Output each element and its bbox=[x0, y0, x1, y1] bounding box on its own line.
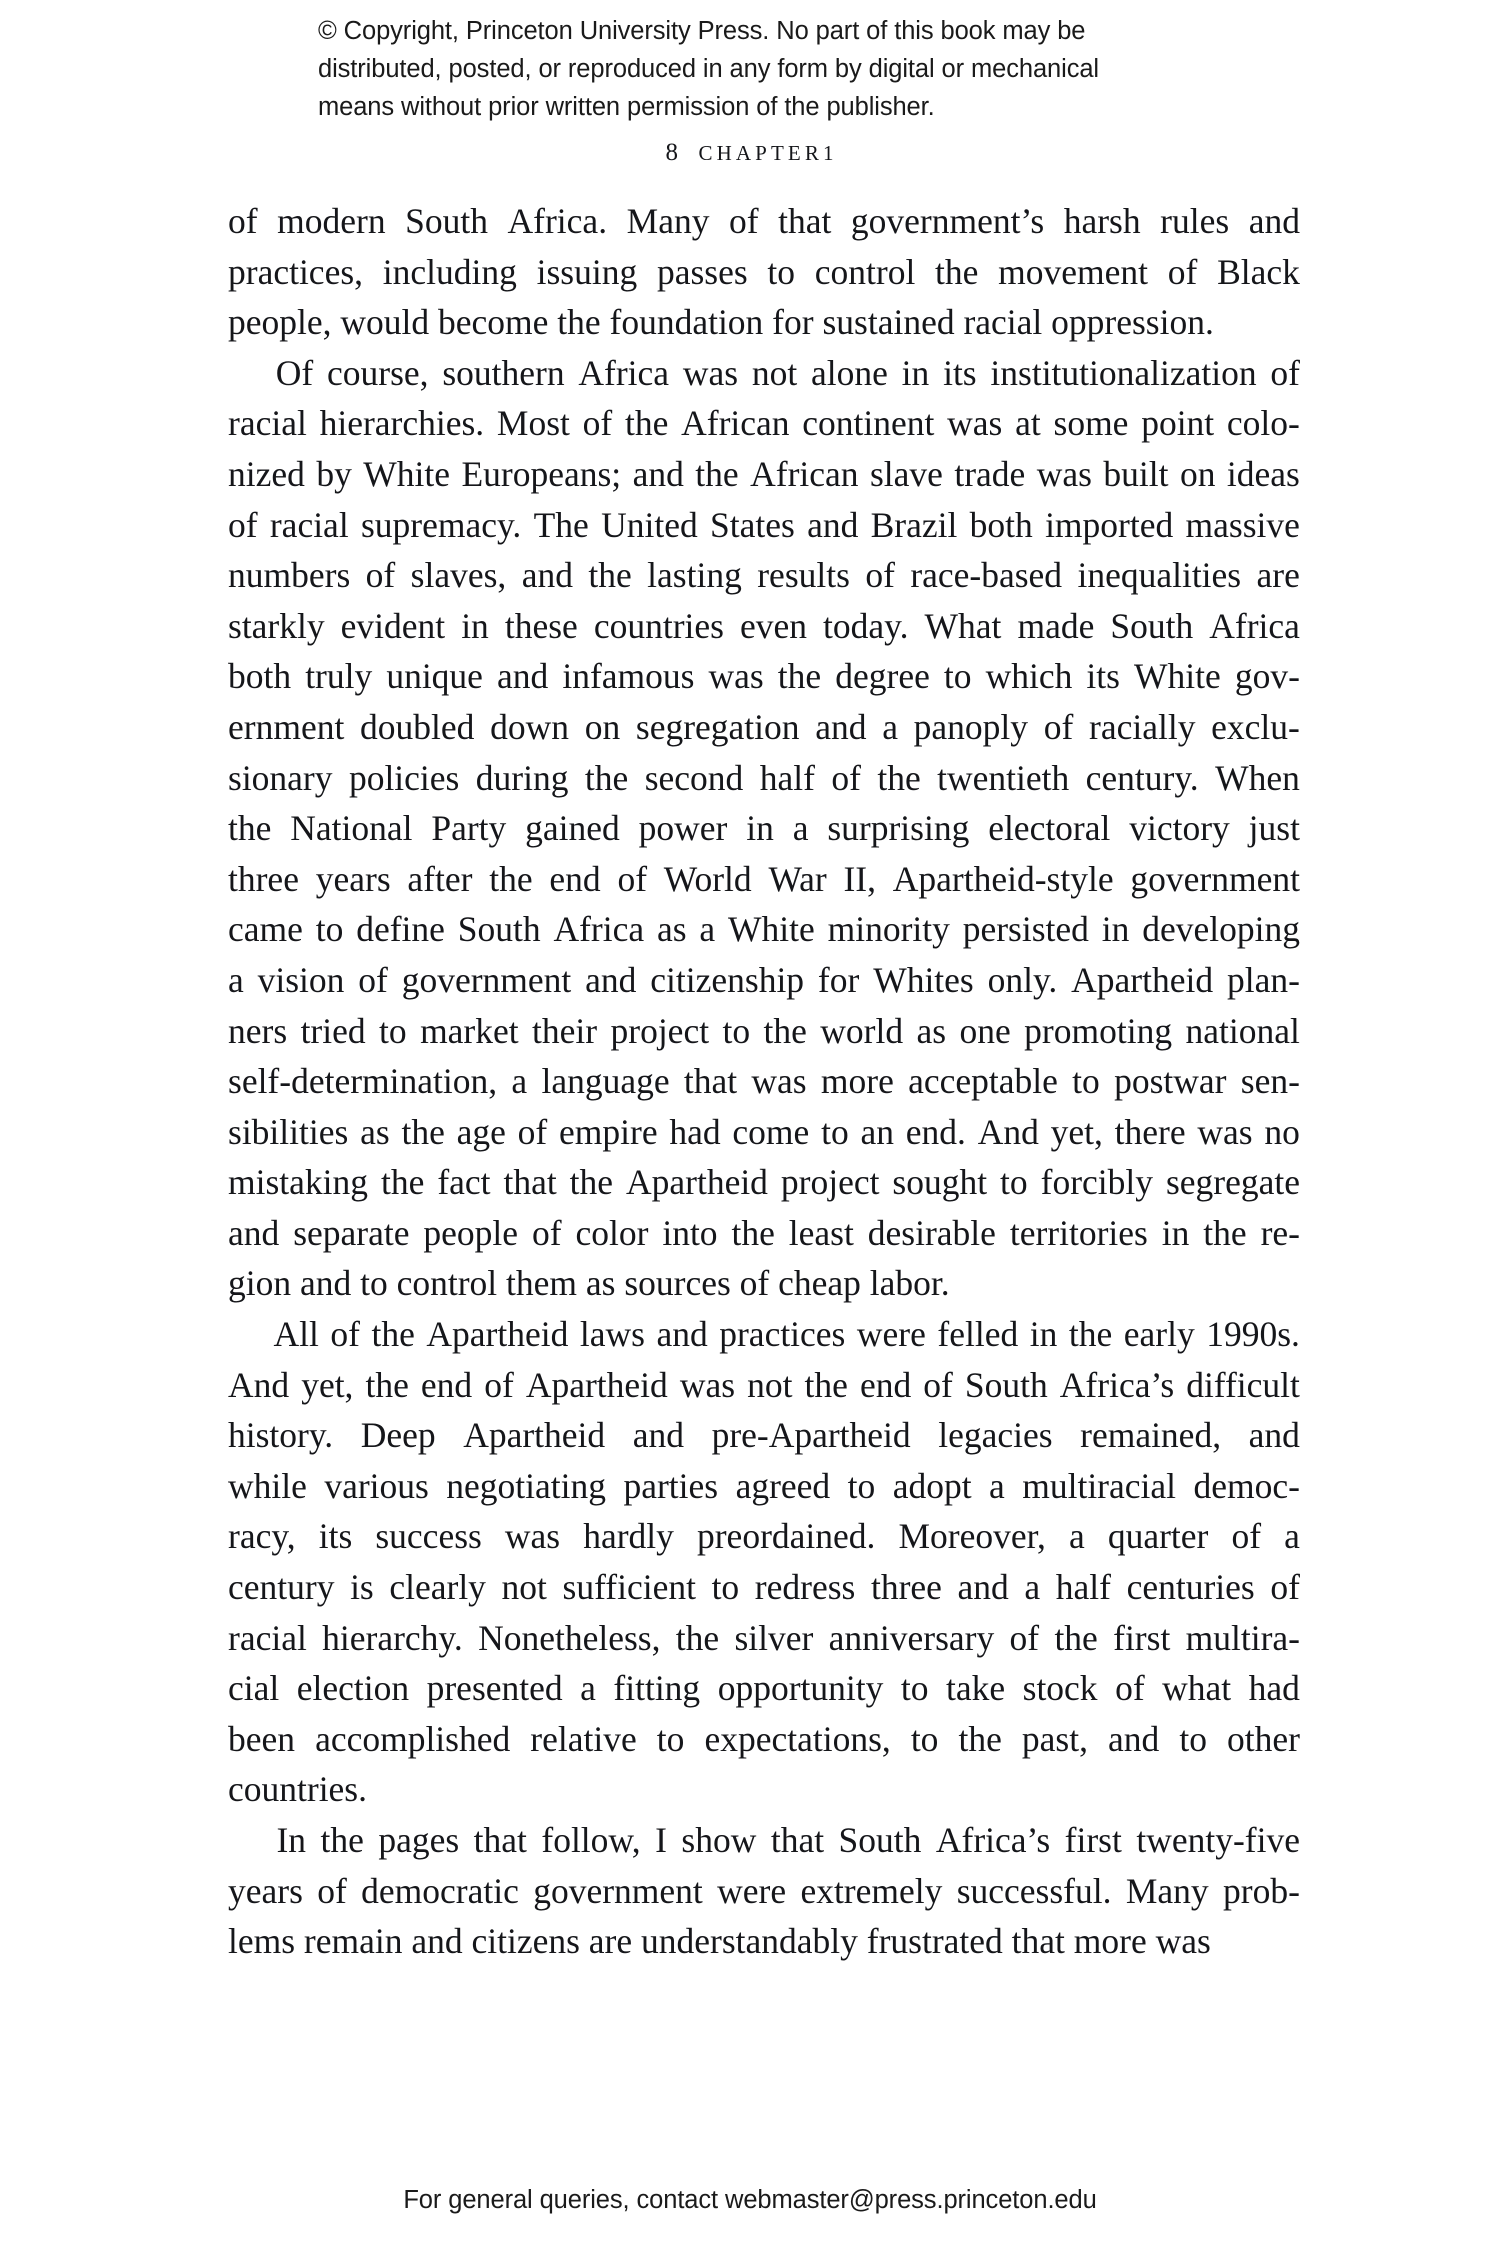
text-line: years of democratic government were extremely successful. Many prob- bbox=[228, 1870, 1300, 1911]
copyright-notice bbox=[318, 12, 1178, 126]
text-line: starkly evident in these countries even today. What made South Africa bbox=[228, 605, 1300, 646]
chapter-label: CHAPTER bbox=[698, 141, 823, 165]
text-line: practices, including issuing passes to control the movement of Black bbox=[228, 251, 1300, 292]
page-number: 8 bbox=[665, 139, 679, 166]
paragraph-indent bbox=[228, 1309, 262, 1360]
paragraph-indent bbox=[228, 348, 262, 399]
text-line: nized by White Europeans; and the African slave trade was built on ideas bbox=[228, 453, 1300, 494]
text-line: people, would become the foundation for sustained racial oppression. bbox=[228, 302, 1214, 343]
text-line: numbers of slaves, and the lasting results of race-based inequalities are bbox=[228, 555, 1300, 596]
text-line: countries. bbox=[228, 1769, 368, 1810]
footer-query-note: For general queries, contact webmaster@press.princeton.edu bbox=[403, 2186, 1097, 2214]
para-4 bbox=[228, 1815, 1300, 1967]
text-line: while various negotiating parties agreed to adopt a multiracial democ- bbox=[228, 1465, 1300, 1506]
text-line: history. Deep Apartheid and pre-Apartheid legacies remained, and bbox=[228, 1415, 1300, 1456]
text-line: and separate people of color into the least desirable territories in the re- bbox=[228, 1212, 1300, 1253]
text-line: a vision of government and citizenship for Whites only. Apartheid plan- bbox=[228, 959, 1300, 1000]
para-2 bbox=[228, 348, 1300, 1309]
text-line: And yet, the end of Apartheid was not the end of South Africa’s difficult bbox=[228, 1364, 1300, 1405]
text-line: lems remain and citizens are understandably frustrated that more was bbox=[228, 1921, 1211, 1962]
chapter-number: 1 bbox=[822, 141, 835, 165]
text-line: been accomplished relative to expectations, to the past, and to other bbox=[228, 1718, 1300, 1759]
text-line: All of the Apartheid laws and practices were felled in the early 1990s. bbox=[228, 1309, 1300, 1360]
text-line: Of course, southern Africa was not alone in its institutionalization of bbox=[228, 348, 1300, 399]
text-line: both truly unique and infamous was the degree to which its White gov- bbox=[228, 656, 1300, 697]
running-head bbox=[0, 139, 1500, 167]
text-line: the National Party gained power in a surprising electoral victory just bbox=[228, 808, 1300, 849]
text-line: gion and to control them as sources of cheap labor. bbox=[228, 1263, 950, 1304]
text-line: came to define South Africa as a White minority persisted in developing bbox=[228, 909, 1300, 950]
text-line: In the pages that follow, I show that South Africa’s first twenty-five bbox=[228, 1815, 1300, 1866]
text-line: mistaking the fact that the Apartheid project sought to forcibly segregate bbox=[228, 1162, 1300, 1203]
body-text-block bbox=[228, 196, 1300, 1967]
text-line: of racial supremacy. The United States and Brazil both imported massive bbox=[228, 504, 1300, 545]
text-line: racial hierarchies. Most of the African continent was at some point colo- bbox=[228, 403, 1300, 444]
text-line: of modern South Africa. Many of that government’s harsh rules and bbox=[228, 201, 1300, 241]
text-line: ernment doubled down on segregation and a panoply of racially exclu- bbox=[228, 706, 1300, 747]
text-line: self-determination, a language that was more acceptable to postwar sen- bbox=[228, 1061, 1300, 1102]
text-line: century is clearly not sufficient to redress three and a half centuries of bbox=[228, 1567, 1300, 1608]
text-line: three years after the end of World War II, Apartheid-style government bbox=[228, 858, 1300, 899]
text-line: sibilities as the age of empire had come to an end. And yet, there was no bbox=[228, 1111, 1300, 1152]
para-3 bbox=[228, 1309, 1300, 1815]
paragraph-indent bbox=[228, 1815, 262, 1866]
text-line: racial hierarchy. Nonetheless, the silver anniversary of the first multira- bbox=[228, 1617, 1300, 1658]
text-line: cial election presented a fitting opportunity to take stock of what had bbox=[228, 1668, 1300, 1709]
para-1 bbox=[228, 196, 1300, 348]
copyright-line-3: means without prior written permission of the publisher. bbox=[318, 93, 935, 121]
text-line: racy, its success was hardly preordained. Moreover, a quarter of a bbox=[228, 1516, 1300, 1557]
copyright-line-2: distributed, posted, or reproduced in any form by digital or mechanical bbox=[318, 55, 1099, 83]
copyright-line-1: © Copyright, Princeton University Press. No part of this book may be bbox=[318, 17, 1086, 45]
text-line: ners tried to market their project to the world as one promoting national bbox=[228, 1010, 1300, 1051]
text-line: sionary policies during the second half of the twentieth century. When bbox=[228, 757, 1300, 798]
